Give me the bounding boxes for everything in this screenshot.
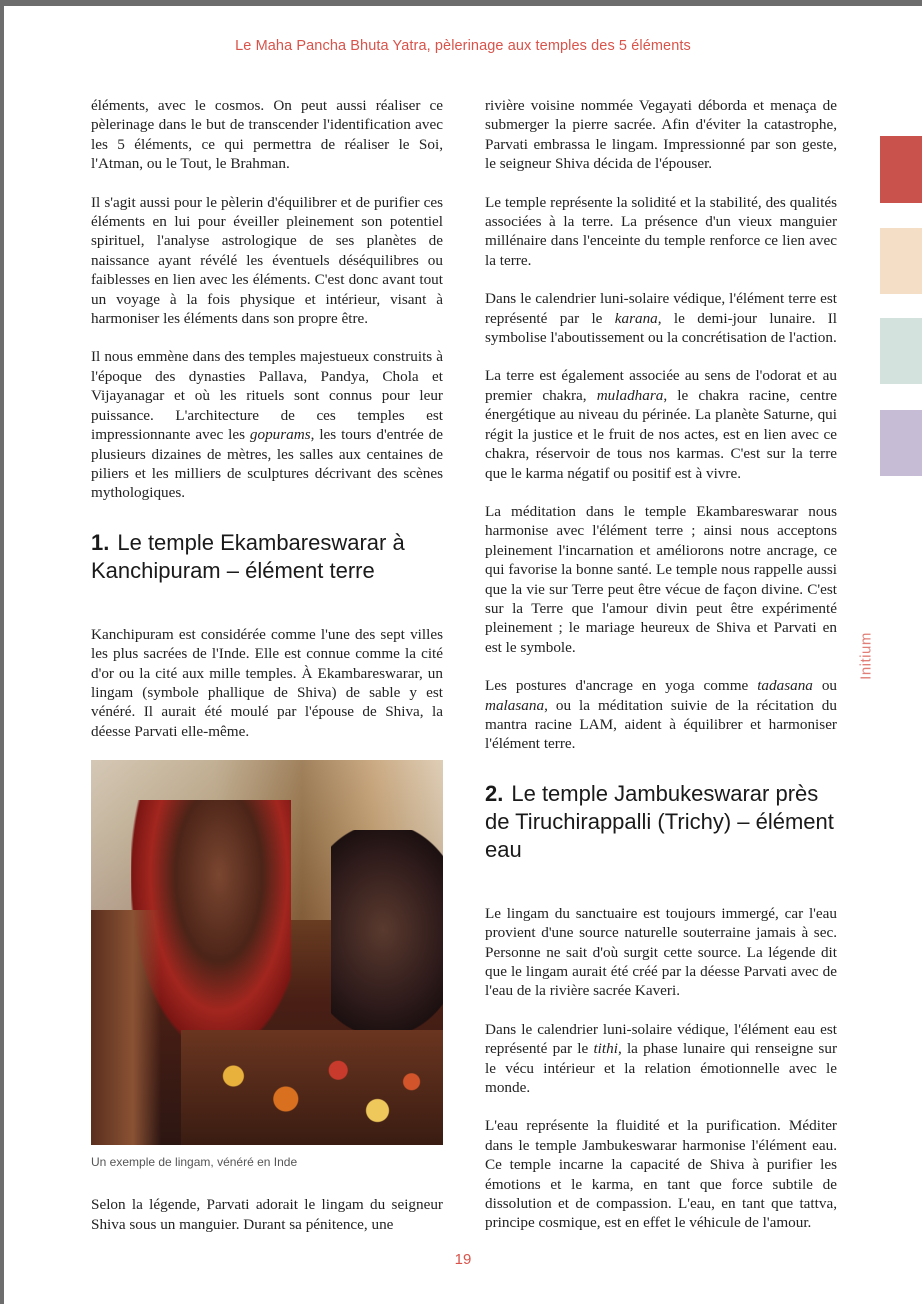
document-page	[4, 6, 922, 1304]
italic-term: muladhara	[596, 386, 664, 404]
page-number: 19	[454, 1251, 472, 1268]
section-side-label: Initium	[857, 632, 875, 680]
right-column	[485, 96, 837, 1252]
paragraph: Selon la légende, Parvati adorait le lingam du seigneur Shiva sous un manguier. Durant sa pénitence, une	[91, 1196, 443, 1233]
paragraph: La terre est également associée au sens de l'odorat et au premier chakra, muladhara, le chakra racine, centre énergétique au niveau du périnée. La planète Saturne, qui régit la justice et le fruit de nos actes, est en lien avec ce chakra, réservoir de tous nos karmas. C'est sur la terre que le karma négatif ou positif est à vivre.	[485, 367, 837, 482]
photo-caption: Un exemple de lingam, vénéré en Inde	[91, 1155, 298, 1170]
chapter-tab-lavender[interactable]	[880, 410, 922, 476]
paragraph: Il nous emmène dans des temples majestueux construits à l'époque des dynasties Pallava, Pandya, Chola et Vijayanagar et où les rituels sont connus pour leur puissance. L'architecture de ces temples est impressionnante avec les gopurams, les tours d'entrée de plusieurs dizaines de mètres, les salles aux centaines de piliers et les milliers de sculptures décrivant des scènes mythologiques.	[91, 348, 443, 502]
lingam-photo	[91, 760, 443, 1145]
left-column	[91, 96, 443, 1253]
section-number: 2.	[485, 780, 504, 806]
paragraph: Dans le calendrier luni-solaire védique, l'élément eau est représenté par le tithi, la phase lunaire qui renseigne sur le vécu intérieur et la relation émotionnelle avec le monde.	[485, 1020, 837, 1097]
paragraph: L'eau représente la fluidité et la purification. Méditer dans le temple Jambukeswarar harmonise l'élément eau. Ce temple incarne la capacité de Shiva à purifier les émotions et le karma, en tant que force subtile de dissolution et de compassion. L'eau, en tant que tattva, principe cosmique, est en effet le véhicule de l'amour.	[485, 1117, 837, 1232]
paragraph: Le temple représente la solidité et la stabilité, des qualités associées à la terre. La présence d'un vieux manguier millénaire dans l'enceinte du temple renforce ce lien avec la terre.	[485, 193, 837, 269]
paragraph: Le lingam du sanctuaire est toujours immergé, car l'eau provient d'une source naturelle souterraine jamais à sec. Personne ne sait d'où surgit cette source. La légende dit que le lingam aurait été créé par la déesse Parvati avec de l'eau de la rivière sacrée Kaveri.	[485, 904, 837, 1000]
italic-term: tithi	[593, 1040, 618, 1058]
italic-term: karana	[614, 309, 658, 327]
paragraph: La méditation dans le temple Ekambareswarar nous harmonise avec l'élément terre ; ainsi nous acceptons pleinement l'incarnation et améliorons notre ancrage, ce qui favorise la bonne santé. Le temple nous rappelle aussi que la vie sur Terre peut être vécue de façon divine. C'est sur la Terre que l'amour divin peut être expérimenté pleinement ; le mariage heureux de Shiva et Parvati en est le symbole.	[485, 502, 837, 656]
chapter-tab-mint[interactable]	[880, 318, 922, 384]
italic-term: tadasana	[757, 677, 813, 695]
chapter-tab-red[interactable]	[880, 136, 922, 203]
paragraph: Kanchipuram est considérée comme l'une des sept villes les plus sacrées de l'Inde. Elle est connue comme la cité d'or ou la cité aux mille temples. À Ekambareswarar, un lingam (symbole phallique de Shiva) de sable y est vénéré. Il aurait été moulé par l'épouse de Shiva, la déesse Parvati elle-même.	[91, 625, 443, 740]
running-header: Le Maha Pancha Bhuta Yatra, pèlerinage aux temples des 5 éléments	[235, 38, 691, 54]
paragraph: rivière voisine nommée Vegayati déborda et menaça de submerger la pierre sacrée. Afin d'éviter la catastrophe, Parvati embrassa le lingam. Impressionné par son geste, le seigneur Shiva décida de l'épouser.	[485, 97, 837, 173]
section-number: 1.	[91, 529, 110, 555]
paragraph: éléments, avec le cosmos. On peut aussi réaliser ce pèlerinage dans le but de transcender l'identification avec les 5 éléments, ce qui permettra de réaliser le Soi, l'Atman, ou le Tout, le Brahman.	[91, 97, 443, 173]
paragraph: Dans le calendrier luni-solaire védique, l'élément terre est représenté par le karana, le demi-jour lunaire. Il symbolise l'aboutissement ou la concrétisation de l'action.	[485, 290, 837, 347]
italic-term: gopurams	[249, 426, 311, 444]
section-title: Le temple Jambukeswarar près de Tiruchirappalli (Trichy) – élément eau	[485, 780, 834, 862]
chapter-tab-peach[interactable]	[880, 228, 922, 294]
section-heading-2	[485, 780, 837, 864]
section-heading-1	[91, 529, 443, 585]
paragraph: Il s'agit aussi pour le pèlerin d'équilibrer et de purifier ces éléments en lui pour éveiller pleinement son potentiel spirituel, l'analyse astrologique de ses planètes de naissance ayant révélé les éventuels déséquilibres ou faiblesses en lien avec les éléments. C'est donc avant tout un voyage à la fois physique et intérieur, visant à harmoniser les éléments dans son propre être.	[91, 193, 443, 328]
paragraph: Les postures d'ancrage en yoga comme tadasana ou malasana, ou la méditation suivie de la récitation du mantra racine LAM, aident à équilibrer et harmoniser l'élément terre.	[485, 677, 837, 753]
italic-term: malasana	[485, 696, 545, 714]
section-title: Le temple Ekambareswarar à Kanchipuram – élément terre	[91, 529, 405, 583]
